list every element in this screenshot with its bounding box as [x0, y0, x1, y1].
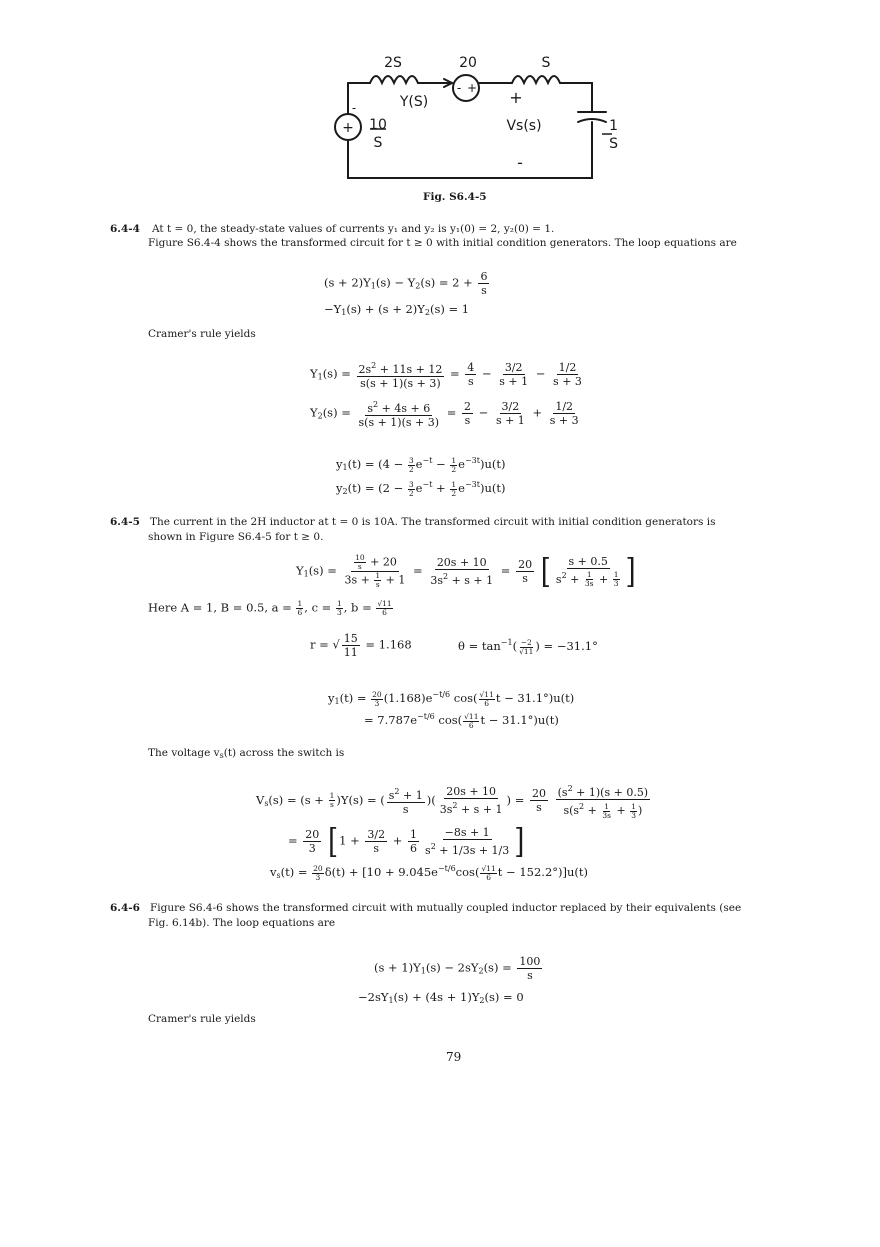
circuit-figure: [330, 50, 618, 190]
p645-text2: shown in Figure S6.4-5 for t ≥ 0.: [148, 531, 324, 543]
vs-minus: -: [517, 153, 523, 172]
circuit-diagram: [330, 50, 618, 190]
p644-y1t: $y_1(t) = (4$ − $\frac{3}{2}$ $e^{-t}$ − $\frac{1}{2}$ $e^{-3t})u(t)$: [336, 455, 506, 474]
p645-vst: $v_s(t)$ = $\frac{20}{3}$ $\delta(t) + [10 + 9.045e^{-t/6}\cos$( $\frac{√11}{6}$ t − 152.2°)]u(t): [270, 863, 588, 882]
problem-number-6-4-6: 6.4-6: [110, 902, 140, 914]
p644-eq1: $(s + 2)Y_1(s) - Y_2(s) = 2$ + $\frac{6}{s}$: [324, 270, 488, 297]
page-number: 79: [446, 1050, 462, 1064]
p645-voltage-intro: The voltage $v_s(t)$ across the switch is: [148, 747, 345, 760]
inductor-s: [512, 76, 560, 83]
p645-text1: The current in the 2H inductor at t = 0 is 10A. The transformed circuit with initial condition generators is: [150, 516, 716, 528]
label-s: S: [541, 55, 551, 71]
inductor-2s: [370, 76, 418, 83]
p645-y1t-a: $y_1(t)$ = $\frac{20}{3}$ $(1.168)e^{-t/6}$ cos( $\frac{√11}{6}$ t − 31.1°)u(t): [328, 689, 575, 708]
p645-y1t-b: = $7.787e^{-t/6}$ cos( $\frac{√11}{6}$ t − 31.1°)u(t): [364, 711, 559, 730]
current-label: Y(S): [399, 94, 429, 110]
left-source-minus: -: [351, 101, 357, 115]
p645-Vs-a: $V_s(s) = (s$ + $\frac{1}{s}$ )Y(s) = ( $\frac{s^2 + 1}{s}$ )( $\frac{20s + 10}{3s^2 + s + 1}$ ) = $\frac{20}{s}$ $(s^2 + 1)(s + 0.5)$ $s(s^2$ + $\frac{1}{3s}$ + $\frac{1}{3}$ ): [256, 784, 649, 820]
cap-num: 1: [609, 118, 618, 134]
p644-text1: At t = 0, the steady-state values of currents y₁ and y₂ is y₁(0) = 2, y₂(0) = 1.: [152, 223, 555, 235]
p646-cramer: Cramer's rule yields: [148, 1013, 256, 1025]
p644-Y2: $Y_2(s)$ = $\frac{s^2 + 4s + 6}{s(s + 1)(s + 3)}$ = $\frac{2}{s}$ − $\frac{3/2}{s + 1}$ + $\frac{1/2}{s + 3}$: [310, 400, 579, 429]
p646-eq2: $-2sY_1(s) + (4s + 1)Y_2(s) = 0$: [358, 990, 524, 1005]
voltage-label: Vs(s): [506, 118, 542, 134]
p644-eq2: $-Y_1(s) + (s + 2)Y_2(s) = 1$: [324, 302, 470, 317]
p646-text1: Figure S6.4-6 shows the transformed circuit with mutually coupled inductor replaced by their equivalents (see: [150, 902, 742, 914]
figure-caption: Fig. S6.4-5: [423, 191, 487, 203]
p644-text2: Figure S6.4-4 shows the transformed circuit for t ≥ 0 with initial condition generators. The loop equations are: [148, 237, 737, 249]
p645-Vs-b: = $\frac{20}{3}$ [1 + $\frac{3/2}{s}$ + $\frac{1}{6}$ $\frac{-8s + 1}{s^2 + 1/3s + 1/3}$ ]: [288, 822, 525, 861]
cap-den: S: [609, 136, 618, 152]
source-plus: +: [466, 81, 478, 95]
p644-y2t: $y_2(t) = (2$ − $\frac{3}{2}$ $e^{-t}$ + $\frac{1}{2}$ $e^{-3t})u(t)$: [336, 479, 506, 498]
vs-plus: +: [509, 88, 523, 107]
p646-text2: Fig. 6.14b). The loop equations are: [148, 917, 336, 929]
left-source-den: S: [373, 135, 383, 151]
source-minus: -: [456, 81, 462, 95]
p645-Y1: $Y_1(s)$ = $\frac{10}{s}$ + 20 3s + $\frac{1}{s}$ + 1 = $\frac{20s + 10}{3s^2 + s + 1}$ = $\frac{20}{s}$ [ s + 0.5 $s^2$ + $\frac{1}{3s}$ + $\frac{1}{3}$ ]: [296, 552, 636, 591]
label-2s: 2S: [384, 55, 402, 71]
left-source-num: 10: [369, 117, 387, 133]
p645-here: Here A = 1, B = 0.5, a = $\frac{1}{6}$ , c = $\frac{1}{3}$ , b = $\frac{√11}{6}$: [148, 599, 392, 617]
label-20: 20: [459, 55, 477, 71]
p644-Y1: $Y_1(s)$ = $\frac{2s^2 + 11s + 12}{s(s + 1)(s + 3)}$ = $\frac{4}{s}$ − $\frac{3/2}{s + 1}$ − $\frac{1/2}{s + 3}$: [310, 361, 582, 390]
p645-r: r = √ $\frac{15}{11}$ = 1.168: [310, 632, 412, 659]
problem-number-6-4-4: 6.4-4: [110, 223, 140, 235]
problem-number-6-4-5: 6.4-5: [110, 516, 140, 528]
left-source-plus: +: [342, 120, 354, 136]
p646-eq1: $(s + 1)Y_1(s) - 2sY_2(s)$ = $\frac{100}{s}$: [374, 955, 541, 982]
p644-cramer: Cramer's rule yields: [148, 328, 256, 340]
p645-theta: $\theta = \tan^{-1}$( $\frac{-2}{√11}$ ) = −31.1°: [458, 637, 598, 656]
